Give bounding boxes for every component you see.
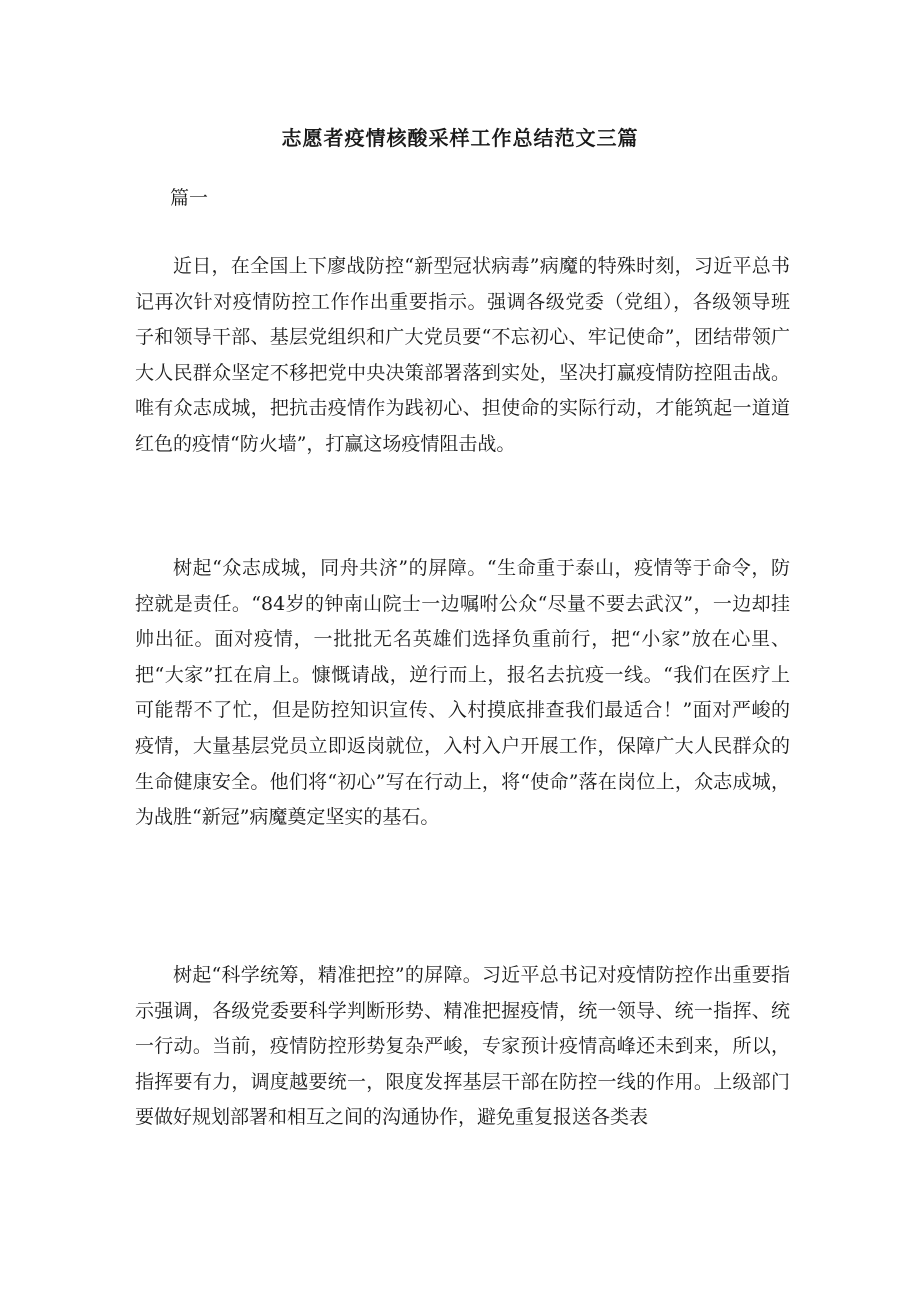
section-heading: 篇一 [170,187,209,209]
paragraph-2: 树起“众志成城，同舟共济”的屏障。“生命重于泰山，疫情等于命令，防控就是责任。“84岁的钟南山院士一边嘱咐公众“尽量不要去武汉”，一边却挂帅出征。面对疫情，一批批无名英雄们选择负重前行，把“小家”放在心里、把“大家”扛在肩上。慷慨请战，逆行而上，报名去抗疫一线。“我们在医疗上可能帮不了忙，但是防控知识宣传、入村摸底排查我们最适合！”面对严峻的疫情，大量基层党员立即返岗就位，入村入户开展工作，保障广大人民群众的生命健康安全。他们将“初心”写在行动上，将“使命”落在岗位上，众志成城，为战胜“新冠”病魔奠定坚实的基石。 [135,557,790,829]
paragraph-1: 近日，在全国上下廖战防控“新型冠状病毒”病魔的特殊时刻，习近平总书记再次针对疫情防控工作作出重要指示。强调各级党委（党组），各级领导班子和领导干部、基层党组织和广大党员要“不忘初心、牢记使命”，团结带领广大人民群众坚定不移把党中央决策部署落到实处，坚决打赢疫情防控阻击战。唯有众志成城，把抗击疫情作为践初心、担使命的实际行动，才能筑起一道道红色的疫情“防火墙”，打赢这场疫情阻击战。 [135,255,790,455]
document-title: 志愿者疫情核酸采样工作总结范文三篇 [281,126,639,150]
paragraph-3: 树起“科学统筹，精准把控”的屏障。习近平总书记对疫情防控作出重要指示强调，各级党委要科学判断形势、精准把握疫情，统一领导、统一指挥、统一行动。当前，疫情防控形势复杂严峻，专家预计疫情高峰还未到来，所以，指挥要有力，调度越要统一，限度发挥基层干部在防控一线的作用。上级部门要做好规划部署和相互之间的沟通协作，避免重复报送各类表 [135,964,790,1129]
